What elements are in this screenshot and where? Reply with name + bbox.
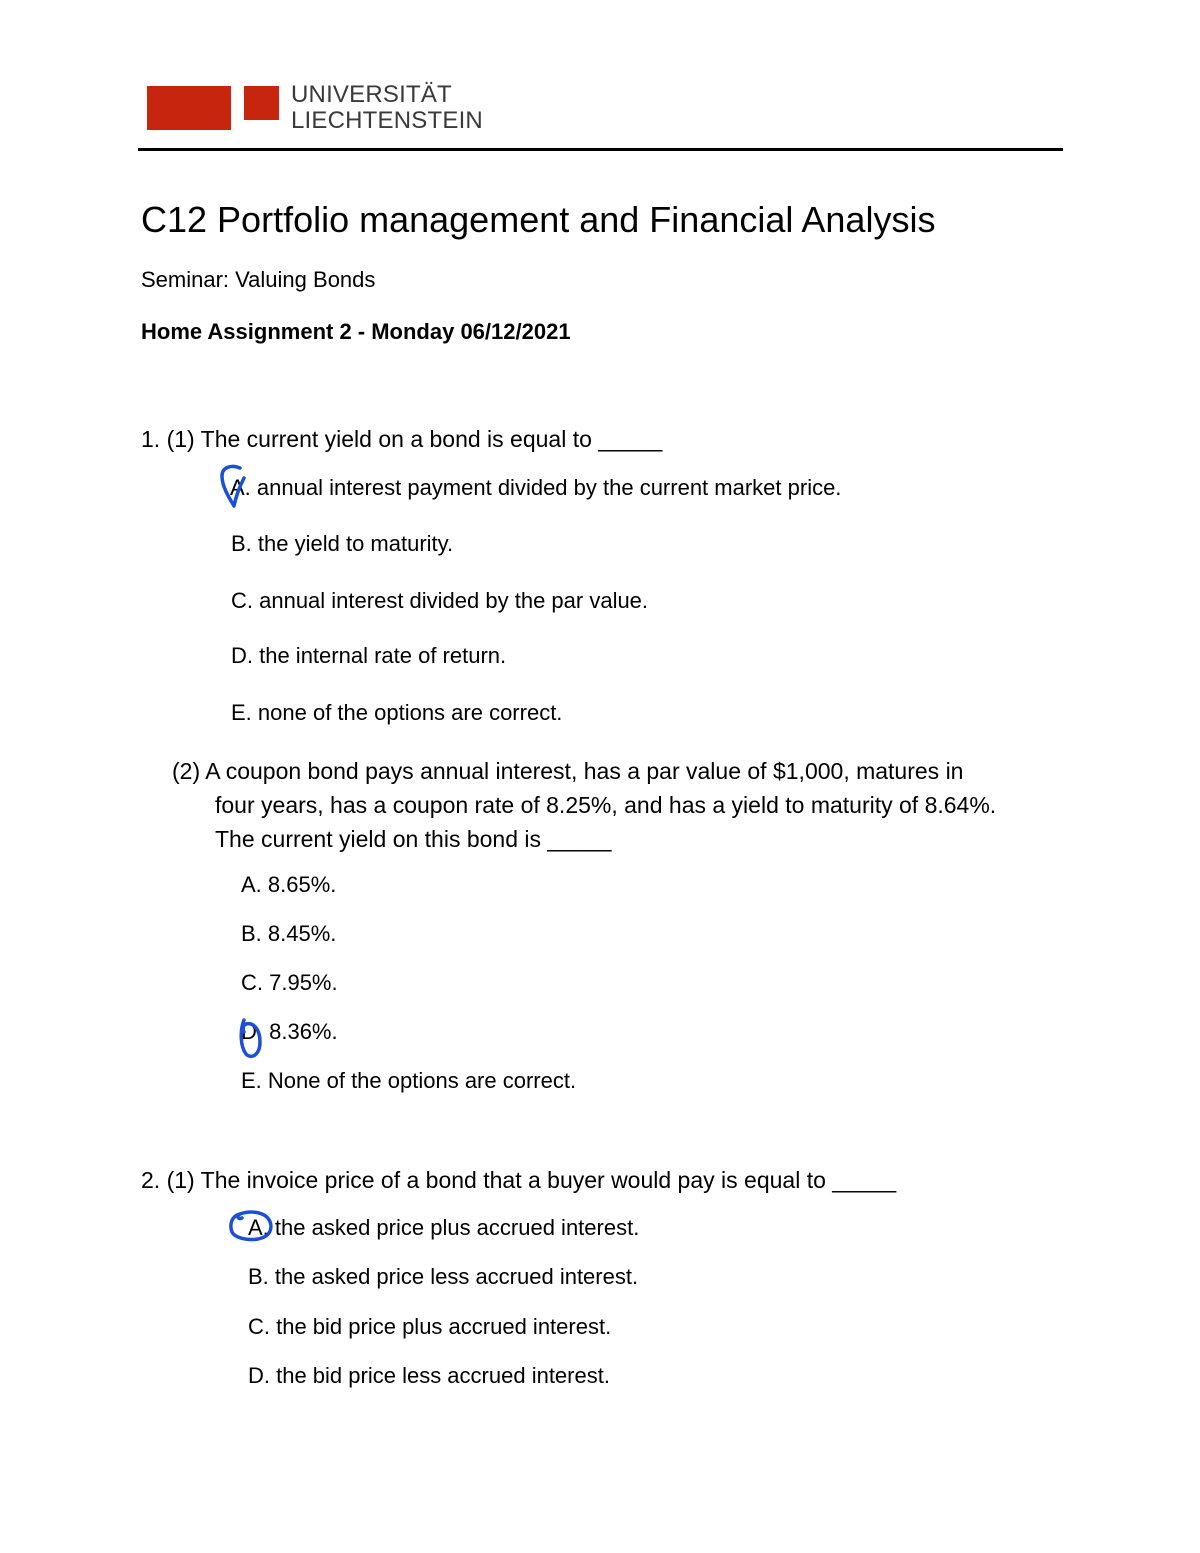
university-name-line2: LIECHTENSTEIN (291, 107, 483, 134)
logo-block-small (244, 86, 279, 120)
question-1-1-option-b: B. the yield to maturity. (231, 531, 454, 556)
question-2-1-option-c: C. the bid price plus accrued interest. (248, 1314, 612, 1339)
logo-block-large (147, 86, 231, 130)
university-logo-text (291, 82, 483, 134)
question-1-2-prompt-line1: (2) A coupon bond pays annual interest, has a par value of $1,000, matures in (172, 758, 964, 784)
question-1-1-option-c: C. annual interest divided by the par value. (231, 588, 649, 613)
question-1-1-option-a: A. annual interest payment divided by the current market price. (230, 475, 842, 500)
question-1-2-prompt-line2: four years, has a coupon rate of 8.25%, and has a yield to maturity of 8.64%. (215, 792, 997, 818)
question-1-2-option-e: E. None of the options are correct. (241, 1068, 577, 1093)
question-1-1-prompt: 1. (1) The current yield on a bond is equal to _____ (141, 426, 663, 452)
question-2-1-prompt: 2. (1) The invoice price of a bond that a buyer would pay is equal to _____ (141, 1167, 897, 1193)
handwritten-circle-mark-icon (236, 1016, 268, 1060)
assignment-heading: Home Assignment 2 - Monday 06/12/2021 (141, 319, 571, 344)
question-1-2-option-d: D. 8.36%. (241, 1019, 338, 1044)
question-1-2-prompt-line3: The current yield on this bond is _____ (215, 826, 612, 852)
question-2-1-option-b: B. the asked price less accrued interest. (248, 1264, 639, 1289)
page-title: C12 Portfolio management and Financial Analysis (141, 199, 936, 240)
question-1-1-option-d: D. the internal rate of return. (231, 643, 507, 668)
question-1-2-option-b: B. 8.45%. (241, 921, 337, 946)
question-1-2-prompt (172, 754, 1072, 856)
university-name-line1: UNIVERSITÄT (291, 81, 452, 108)
handwritten-answer-mark-icon (216, 462, 250, 512)
seminar-subtitle: Seminar: Valuing Bonds (141, 267, 376, 292)
question-1-2-option-c: C. 7.95%. (241, 970, 338, 995)
question-1-1-option-e: E. none of the options are correct. (231, 700, 563, 725)
question-2-1-option-d: D. the bid price less accrued interest. (248, 1363, 610, 1388)
header-rule (138, 148, 1063, 151)
question-2-1-option-a: A. the asked price plus accrued interest. (248, 1215, 640, 1240)
handwritten-oval-mark-icon (226, 1208, 276, 1246)
question-1-2-option-a: A. 8.65%. (241, 872, 337, 897)
